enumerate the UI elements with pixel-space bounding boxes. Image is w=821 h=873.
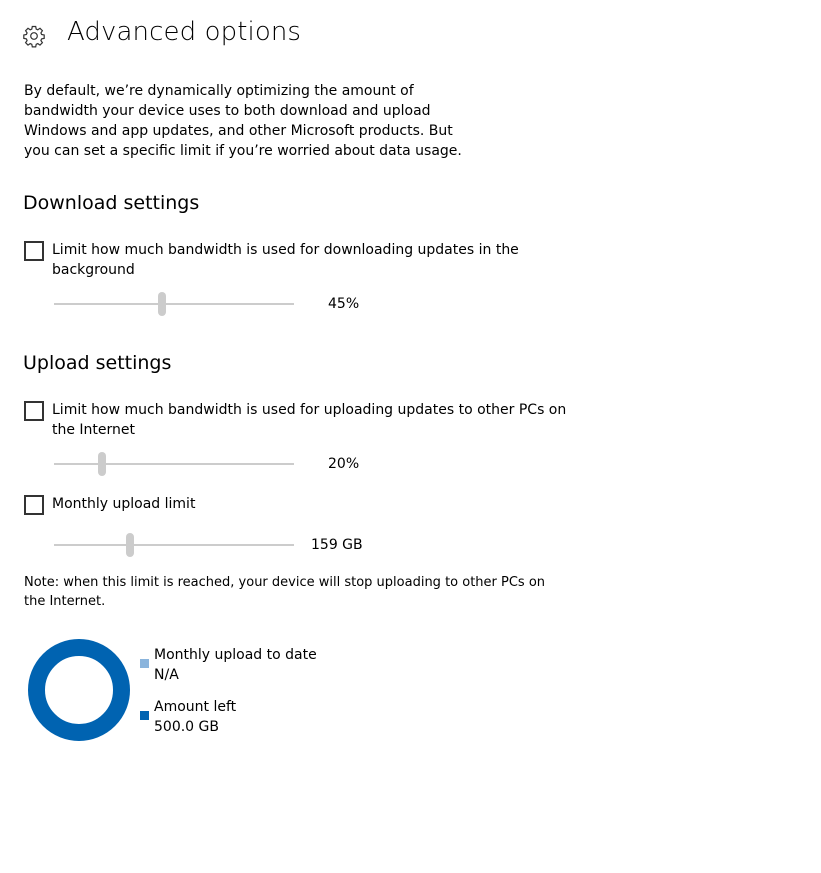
gear-icon [22,24,46,48]
download-limit-label: Limit how much bandwidth is used for downloading updates in the background [52,242,519,278]
slider-track [54,303,294,305]
legend-value-upload-to-date: N/A [154,667,179,683]
download-bandwidth-slider[interactable] [54,292,294,316]
legend-label-amount-left: Amount left [154,699,237,715]
download-limit-checkbox[interactable] [24,241,44,261]
monthly-upload-limit-slider[interactable] [54,533,294,557]
slider-thumb[interactable] [126,533,134,557]
legend-swatch-amount-left [140,711,149,720]
legend-value-amount-left: 500.0 GB [154,719,219,735]
slider-thumb[interactable] [158,292,166,316]
intro-description: By default, we’re dynamically optimizing the amount of bandwidth your device uses to both download and upload Windows and app updates, and other Microsoft products. But you can set a specific limit if you’re worried about data usage. [24,83,462,159]
upload-usage-donut [28,639,130,741]
slider-thumb[interactable] [98,452,106,476]
upload-limit-note: Note: when this limit is reached, your device will stop uploading to other PCs on the Internet. [24,575,546,609]
donut-remaining-ring [37,648,122,733]
slider-track [54,544,294,546]
legend-swatch-upload-to-date [140,659,149,668]
page-title: Advanced options [67,17,302,47]
upload-settings-heading: Upload settings [23,352,172,374]
slider-track [54,463,294,465]
upload-limit-checkbox[interactable] [24,401,44,421]
monthly-upload-limit-label: Monthly upload limit [52,496,196,512]
upload-limit-label: Limit how much bandwidth is used for uploading updates to other PCs on the Internet [52,402,567,438]
monthly-slider-value: 159 GB [311,537,363,553]
download-slider-value: 45% [328,296,360,312]
download-settings-heading: Download settings [23,192,200,214]
legend-label-upload-to-date: Monthly upload to date [154,647,317,663]
upload-slider-value: 20% [328,456,360,472]
monthly-upload-limit-checkbox[interactable] [24,495,44,515]
upload-bandwidth-slider[interactable] [54,452,294,476]
